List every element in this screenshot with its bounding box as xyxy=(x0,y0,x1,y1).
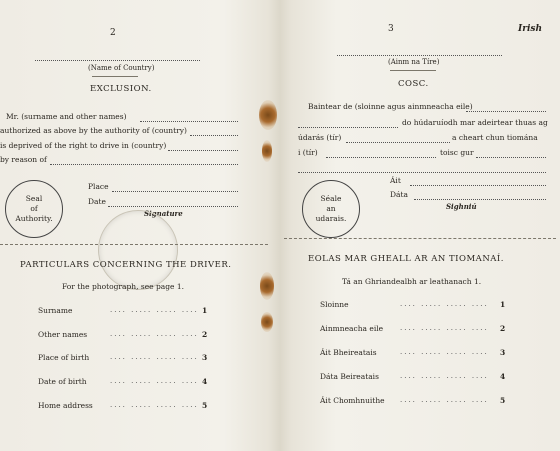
field-number: 4 xyxy=(500,372,506,381)
field-dots: .... ..... ..... .... xyxy=(110,353,199,361)
fill-line xyxy=(326,157,436,158)
signature-label: Signature xyxy=(144,209,183,218)
field-dots: .... ..... ..... .... xyxy=(400,324,489,332)
field-number: 4 xyxy=(202,377,208,386)
short-rule xyxy=(92,76,138,77)
form-line-4: by reason of xyxy=(0,155,47,164)
country-caption: (Name of Country) xyxy=(88,64,155,72)
field-label: Date of birth xyxy=(38,377,87,386)
section-rule xyxy=(284,238,556,239)
field-label: Dáta Beireatais xyxy=(320,372,379,381)
field-dots: .... ..... ..... .... xyxy=(110,377,199,385)
form-line-3: is deprived of the right to drive in (country) xyxy=(0,141,167,150)
seal-circle xyxy=(302,180,360,238)
field-label: Áit Bheireatais xyxy=(320,348,377,357)
short-rule xyxy=(390,70,436,71)
fill-line xyxy=(50,164,238,165)
field-number: 5 xyxy=(500,396,506,405)
field-dots: .... ..... ..... .... xyxy=(400,348,489,356)
field-label: Place of birth xyxy=(38,353,90,362)
field-dots: .... ..... ..... .... xyxy=(110,306,199,314)
left-page xyxy=(0,0,270,451)
particulars-heading: EOLAS MAR GHEALL AR AN TIOMANAÍ. xyxy=(308,254,504,264)
country-caption: (Ainm na Tíre) xyxy=(388,58,440,66)
exclusion-heading: EXCLUSION. xyxy=(90,84,152,94)
fill-line xyxy=(466,111,546,112)
form-line-2: authorized as above by the authority of (country) xyxy=(0,126,187,135)
field-dots: .... ..... ..... .... xyxy=(400,300,489,308)
field-label: Other names xyxy=(38,330,88,339)
form-line-4: a cheart chun tiomána xyxy=(452,133,538,142)
field-number: 3 xyxy=(500,348,506,357)
field-number: 3 xyxy=(202,353,208,362)
seal-text: udarais. xyxy=(315,214,347,223)
right-page xyxy=(280,0,560,451)
field-number: 2 xyxy=(202,330,208,339)
field-dots: .... ..... ..... .... xyxy=(400,396,489,404)
particulars-heading: PARTICULARS CONCERNING THE DRIVER. xyxy=(20,260,232,270)
seal-circle xyxy=(5,180,63,238)
fill-line xyxy=(108,206,238,207)
field-number: 2 xyxy=(500,324,506,333)
place-label: Áit xyxy=(390,176,401,185)
form-line-1: Baintear de (sloinne agus ainmneacha eile) xyxy=(308,102,473,111)
fill-line xyxy=(346,142,450,143)
seal-text: Seal xyxy=(25,194,43,203)
field-label: Sloinne xyxy=(320,300,349,309)
field-number: 1 xyxy=(500,300,506,309)
fill-line xyxy=(168,150,238,151)
field-dots: .... ..... ..... .... xyxy=(110,330,199,338)
field-number: 1 xyxy=(202,306,208,315)
photo-note: Tá an Ghriandealbh ar leathanach 1. xyxy=(342,277,482,286)
fill-line xyxy=(298,172,546,173)
fill-line xyxy=(476,157,546,158)
embossed-seal xyxy=(98,210,178,290)
fill-line xyxy=(410,185,546,186)
fill-line xyxy=(298,127,398,128)
date-label: Date xyxy=(88,197,106,206)
fill-line xyxy=(190,135,238,136)
field-label: Home address xyxy=(38,401,93,410)
field-label: Áit Chomhnuithe xyxy=(320,396,385,405)
form-line-6: toisc gur xyxy=(440,148,474,157)
signature-label: Sighniú xyxy=(446,202,477,211)
form-line-5: i (tír) xyxy=(298,148,318,157)
fill-line xyxy=(414,199,546,200)
field-number: 5 xyxy=(202,401,208,410)
field-label: Ainmneacha eile xyxy=(320,324,384,333)
seal-text: an xyxy=(326,204,336,213)
country-line xyxy=(337,55,502,56)
seal-text: Authority. xyxy=(15,214,53,223)
page-number: 2 xyxy=(110,28,116,38)
form-line-1: Mr. (surname and other names) xyxy=(6,112,127,121)
country-line xyxy=(35,60,200,61)
field-label: Surname xyxy=(38,306,73,315)
form-line-3: údarás (tír) xyxy=(298,133,342,142)
seal-text: Séale xyxy=(320,194,342,203)
form-line-2: do húdaruíodh mar adeirtear thuas ag xyxy=(402,118,548,127)
photo-note: For the photograph, see page 1. xyxy=(62,282,185,291)
fill-line xyxy=(112,191,238,192)
page-number: 3 xyxy=(388,24,394,34)
field-dots: .... ..... ..... .... xyxy=(400,372,489,380)
fill-line xyxy=(140,121,238,122)
section-rule xyxy=(0,244,268,245)
field-dots: .... ..... ..... .... xyxy=(110,401,199,409)
place-label: Place xyxy=(88,182,109,191)
date-label: Dáta xyxy=(390,190,408,199)
language-label: Irish xyxy=(518,24,542,34)
seal-text: of xyxy=(30,204,38,213)
exclusion-heading: COSC. xyxy=(398,79,429,89)
